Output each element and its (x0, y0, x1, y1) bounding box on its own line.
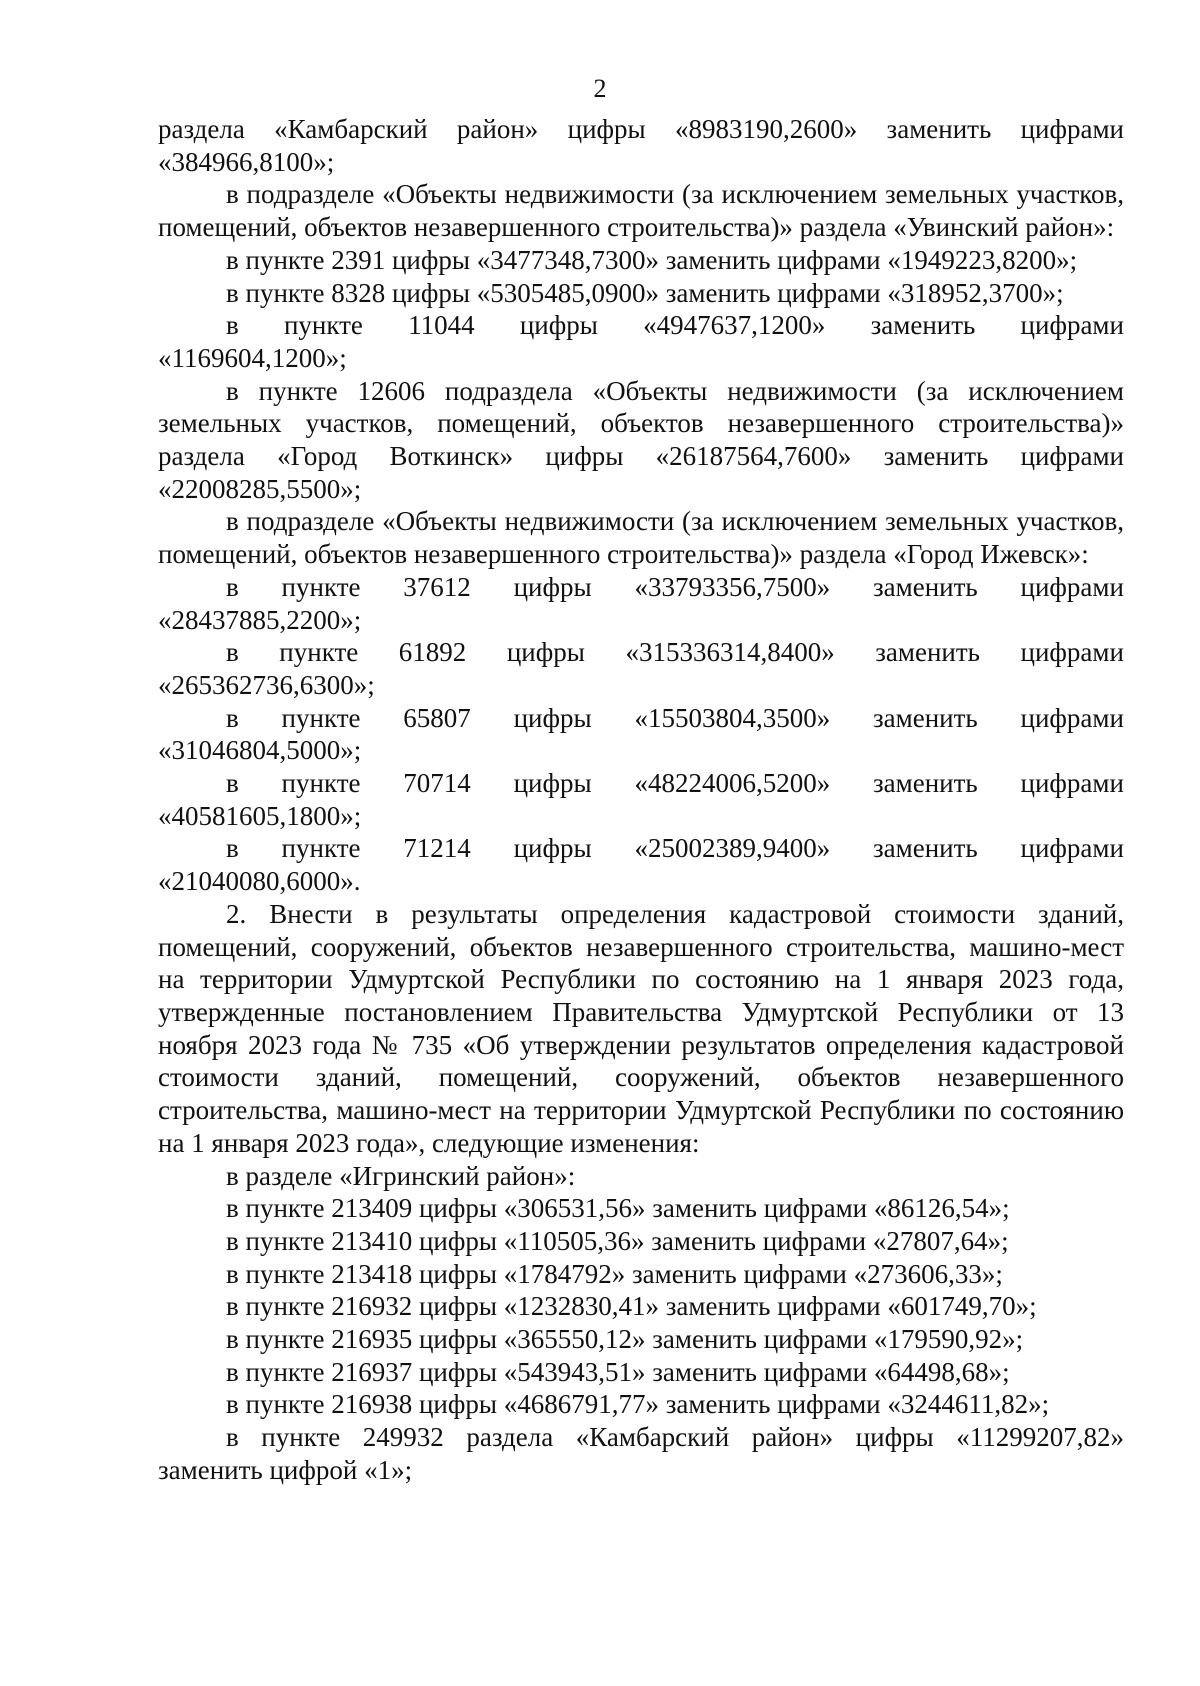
word: 71214 (403, 833, 471, 864)
word: заменить (872, 571, 978, 602)
page-number: 2 (593, 74, 607, 103)
word: 37612 (403, 571, 471, 602)
word: 65807 (403, 702, 471, 733)
word: в (226, 637, 239, 668)
paragraph: в пункте 213409 цифры «306531,56» заменить цифрами «86126,54»; (226, 1193, 1010, 1224)
word: пункте (279, 637, 359, 668)
paragraph: в пункте 216938 цифры «4686791,77» заменить цифрами «3244611,82»; (226, 1389, 1050, 1420)
word: пункте (281, 768, 361, 799)
paragraph-line (158, 571, 1124, 604)
word: цифры (513, 702, 592, 733)
word: цифрами (1020, 833, 1124, 864)
word: в (226, 310, 239, 341)
paragraph-continuation: «31046804,5000»; (158, 735, 362, 766)
word: «33793356,7500» (634, 571, 831, 602)
word: цифры (506, 637, 585, 668)
paragraph-line (158, 767, 1124, 800)
paragraph-line (158, 702, 1124, 735)
word: «315336314,8400» (625, 637, 835, 668)
word: заменить (870, 310, 976, 341)
paragraph: в пункте 2391 цифры «3477348,7300» заменить цифрами «1949223,8200»; (226, 244, 1078, 275)
word: цифрами (1020, 310, 1124, 341)
paragraph: в пункте 213418 цифры «1784792» заменить цифрами «273606,33»; (226, 1258, 1003, 1289)
word: цифры (513, 571, 592, 602)
word: «4947637,1200» (643, 310, 826, 341)
paragraph-line (158, 309, 1124, 342)
word: пункте (281, 571, 361, 602)
word: 11044 (408, 310, 475, 341)
word: пункте (283, 310, 363, 341)
word: цифрами (1020, 637, 1124, 668)
paragraph-line (158, 636, 1124, 669)
paragraph-continuation: «21040080,6000». (158, 866, 361, 897)
word: 61892 (398, 637, 467, 668)
paragraph: в пункте 213410 цифры «110505,36» заменить цифрами «27807,64»; (226, 1225, 1009, 1256)
word: цифрами (1020, 571, 1124, 602)
paragraph-line (158, 832, 1124, 865)
word: 70714 (403, 768, 471, 799)
word: в (226, 702, 239, 733)
document-body (158, 113, 1124, 1487)
word: в (226, 833, 239, 864)
paragraph: в пункте 216935 цифры «365550,12» заменить цифрами «179590,92»; (226, 1324, 1024, 1355)
paragraph: в подразделе «Объекты недвижимости (за исключением земельных участков, помещений, объектов незавершенного строительства)» раздела «Увинский район»: (158, 179, 1124, 243)
word: цифры (519, 310, 598, 341)
paragraph-continuation: «28437885,2200»; (158, 604, 362, 635)
word: цифрами (1020, 768, 1124, 799)
word: цифры (513, 768, 592, 799)
word: в (226, 571, 239, 602)
paragraph: в подразделе «Объекты недвижимости (за исключением земельных участков, помещений, объектов незавершенного строительства)» раздела «Город Ижевск»: (158, 506, 1124, 570)
word: пункте (281, 702, 361, 733)
word: цифры (513, 833, 592, 864)
paragraph: в пункте 12606 подраздела «Объекты недвижимости (за исключением земельных участков, помещений, объектов незавершенного строительства)» раздела «Город Воткинск» цифры «26187564,7600» заменить цифрами «22008285,5500»; (158, 375, 1124, 504)
paragraph: в разделе «Игринский район»: (226, 1160, 576, 1191)
word: пункте (281, 833, 361, 864)
word: цифрами (1020, 702, 1124, 733)
word: заменить (872, 768, 978, 799)
paragraph-continuation: «40581605,1800»; (158, 800, 362, 831)
paragraph: в пункте 249932 раздела «Камбарский район» цифры «11299207,82» заменить цифрой «1»; (158, 1422, 1124, 1485)
paragraph: 2. Внести в результаты определения кадастровой стоимости зданий, помещений, сооружений, объектов незавершенного строительства, машино-мест на территории Удмуртской Республики по состоянию на 1 января 2023 года, утвержденные постановлением Правительства Удмуртской Республики от 13 ноября 2023 года № 735 «Об утверждении результатов определения кадастровой стоимости зданий, помещений, сооружений, объектов незавершенного строительства, машино-мест на территории Удмуртской Республики по состоянию на 1 января 2023 года», следующие изменения: (158, 898, 1124, 1158)
word: в (226, 768, 239, 799)
paragraph: в пункте 216932 цифры «1232830,41» заменить цифрами «601749,70»; (226, 1291, 1037, 1322)
paragraph-continuation: «265362736,6300»; (158, 669, 375, 700)
paragraph: раздела «Камбарский район» цифры «8983190,2600» заменить цифрами «384966,8100»; (158, 114, 1124, 177)
word: заменить (875, 637, 980, 668)
paragraph: в пункте 8328 цифры «5305485,0900» заменить цифрами «318952,3700»; (226, 277, 1064, 308)
word: «48224006,5200» (634, 768, 831, 799)
paragraph-continuation: «1169604,1200»; (158, 342, 347, 373)
word: заменить (872, 833, 978, 864)
paragraph: в пункте 216937 цифры «543943,51» заменить цифрами «64498,68»; (226, 1356, 1010, 1387)
word: «15503804,3500» (634, 702, 831, 733)
word: заменить (872, 702, 978, 733)
word: «25002389,9400» (634, 833, 831, 864)
